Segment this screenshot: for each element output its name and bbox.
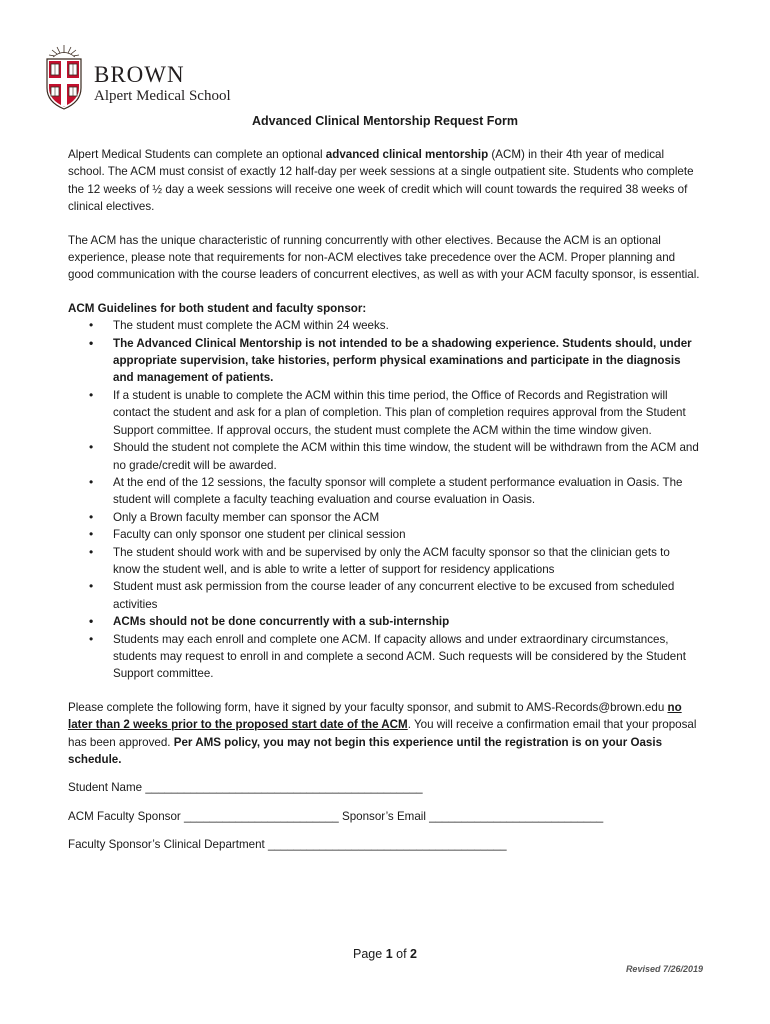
list-item: • The student should work with and be supervised by only the ACM faculty sponsor so that the clinician gets to know the student well, and is able to write a letter of support for residency applications [113, 544, 700, 579]
brown-university-shield-icon [44, 44, 84, 110]
faculty-sponsor-field[interactable]: ACM Faculty Sponsor ________________________ [68, 809, 339, 823]
list-item: • Faculty can only sponsor one student per clinical session [113, 526, 700, 543]
submission-instructions: Please complete the following form, have it signed by your faculty sponsor, and submit to AMS-Records@brown.edu no later than 2 weeks prior to the proposed start date of the ACM. You will receive a confirmation email that your proposal has been approved. Per AMS policy, you may not begin this experience until the registration is on your Oasis schedule. [68, 700, 697, 766]
list-item: • Students may each enroll and complete one ACM. If capacity allows and under extraordinary circumstances, students may request to enroll in and complete a second ACM. Such requests will be considered by the Student Support committee. [113, 631, 700, 683]
list-item: • The student must complete the ACM within 24 weeks. [113, 317, 700, 334]
policy-text: Per AMS policy, you may not begin this experience until the registration is on your Oasis schedule. [68, 735, 663, 766]
revised-date: Revised 7/26/2019 [625, 964, 703, 974]
list-item: • The Advanced Clinical Mentorship is not intended to be a shadowing experience. Students should, under appropriate supervision, take histories, perform physical examinations and participate in the diagnosis and management of patients. [113, 335, 700, 387]
list-item: • If a student is unable to complete the ACM within this time period, the Office of Records and Registration will contact the student and ask for a plan of completion. This plan of completion requires approval from the Student Support committee. If approval occurs, the student must complete the ACM within the time window given. [113, 387, 700, 439]
form-body [68, 146, 700, 854]
list-item: • Should the student not complete the ACM within this time window, the student will be withdrawn from the ACM and no grade/credit will be awarded. [113, 439, 700, 474]
brand-name: BROWN [94, 62, 185, 87]
guidelines-list [68, 317, 700, 683]
list-item: • Only a Brown faculty member can sponsor the ACM [113, 509, 700, 526]
sponsor-email-field[interactable]: Sponsor’s Email ___________________________ [338, 809, 604, 823]
deadline-text: no later than 2 weeks prior to the proposed start date of the ACM [68, 700, 682, 732]
list-item: • Student must ask permission from the course leader of any concurrent elective to be excused from scheduled activities [113, 578, 700, 613]
student-name-field[interactable]: Student Name ___________________________________________ [68, 781, 423, 795]
brown-logo [44, 44, 234, 112]
school-name: Alpert Medical School [94, 88, 231, 104]
department-field[interactable]: Faculty Sponsor’s Clinical Department _____________________________________ [68, 838, 507, 852]
concurrency-paragraph: The ACM has the unique characteristic of running concurrently with other electives. Because the ACM is an optional experience, please note that requirements for non-ACM electives take precedence over the ACM. Proper planning and good communication with the course leaders of concurrent electives, as well as with your ACM faculty sponsor, is essential. [68, 233, 700, 282]
guidelines-heading: ACM Guidelines for both student and faculty sponsor: [68, 301, 367, 315]
form-title: Advanced Clinical Mentorship Request Form [251, 114, 518, 128]
list-item: • ACMs should not be done concurrently with a sub-internship [113, 613, 700, 630]
sponsor-fields-row [68, 808, 700, 825]
intro-paragraph: Alpert Medical Students can complete an optional advanced clinical mentorship (ACM) in their 4th year of medical school. The ACM must consist of exactly 12 half-day per week sessions at a single outpatient site. Students who complete the 12 weeks of ½ day a week sessions will receive one week of credit which will count towards the required 38 weeks of clinical electives. [68, 148, 694, 214]
list-item: • At the end of the 12 sessions, the faculty sponsor will complete a student performance evaluation in Oasis. The student will complete a faculty teaching evaluation and course evaluation in Oasis. [113, 474, 700, 509]
page-number: Page 1 of 2 [353, 947, 417, 961]
